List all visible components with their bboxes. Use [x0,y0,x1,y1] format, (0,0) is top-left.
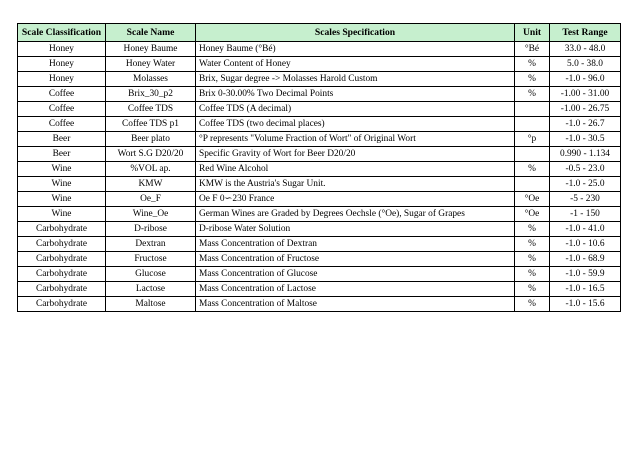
header-unit: Unit [515,24,550,42]
cell-range: -1.0 - 26.7 [550,117,621,132]
cell-unit: % [515,252,550,267]
scale-table [17,23,621,312]
cell-name: Wort S.G D20/20 [106,147,196,162]
table-row [18,87,621,102]
cell-unit: % [515,297,550,312]
cell-unit: % [515,222,550,237]
cell-range: -5 - 230 [550,192,621,207]
cell-unit: % [515,282,550,297]
table-row [18,177,621,192]
cell-name: %VOL ap. [106,162,196,177]
cell-classification: Carbohydrate [18,237,106,252]
table-row [18,162,621,177]
cell-name: Glucose [106,267,196,282]
cell-unit [515,147,550,162]
cell-specification: Mass Concentration of Maltose [196,297,515,312]
table-row [18,207,621,222]
header-classification: Scale Classification [18,24,106,42]
cell-name: KMW [106,177,196,192]
cell-specification: Mass Concentration of Lactose [196,282,515,297]
table-row [18,147,621,162]
cell-classification: Coffee [18,87,106,102]
cell-classification: Honey [18,72,106,87]
cell-classification: Wine [18,192,106,207]
cell-range: -1.0 - 30.5 [550,132,621,147]
cell-specification: Mass Concentration of Dextran [196,237,515,252]
cell-unit: % [515,57,550,72]
cell-name: Wine_Oe [106,207,196,222]
cell-unit [515,177,550,192]
cell-unit: °Oe [515,207,550,222]
cell-name: Dextran [106,237,196,252]
cell-specification: Honey Baume (°Bé) [196,42,515,57]
cell-range: -1.00 - 26.75 [550,102,621,117]
header-name: Scale Name [106,24,196,42]
cell-specification: Water Content of Honey [196,57,515,72]
cell-specification: Coffee TDS (two decimal places) [196,117,515,132]
cell-classification: Wine [18,207,106,222]
cell-name: Coffee TDS [106,102,196,117]
cell-unit: % [515,267,550,282]
table-row [18,282,621,297]
cell-unit: °Oe [515,192,550,207]
cell-specification: German Wines are Graded by Degrees Oechsle (°Oe), Sugar of Grapes [196,207,515,222]
cell-name: Brix_30_p2 [106,87,196,102]
cell-unit: % [515,72,550,87]
cell-range: -1.0 - 25.0 [550,177,621,192]
cell-name: Coffee TDS p1 [106,117,196,132]
table-row [18,192,621,207]
cell-range: -0.5 - 23.0 [550,162,621,177]
cell-unit [515,102,550,117]
cell-range: -1.0 - 16.5 [550,282,621,297]
table-row [18,267,621,282]
cell-classification: Carbohydrate [18,297,106,312]
cell-range: 5.0 - 38.0 [550,57,621,72]
cell-classification: Beer [18,147,106,162]
table-row [18,57,621,72]
cell-specification: Coffee TDS (A decimal) [196,102,515,117]
table-row [18,237,621,252]
cell-specification: KMW is the Austria's Sugar Unit. [196,177,515,192]
table-row [18,72,621,87]
cell-range: -1.00 - 31.00 [550,87,621,102]
cell-name: Honey Water [106,57,196,72]
table-row [18,42,621,57]
cell-name: Oe_F [106,192,196,207]
cell-classification: Wine [18,162,106,177]
cell-classification: Honey [18,42,106,57]
table-row [18,252,621,267]
cell-classification: Carbohydrate [18,252,106,267]
header-range: Test Range [550,24,621,42]
cell-range: -1 - 150 [550,207,621,222]
cell-classification: Honey [18,57,106,72]
cell-specification: Mass Concentration of Fructose [196,252,515,267]
table-row [18,102,621,117]
cell-range: -1.0 - 96.0 [550,72,621,87]
cell-range: -1.0 - 10.6 [550,237,621,252]
cell-range: -1.0 - 41.0 [550,222,621,237]
cell-range: 0.990 - 1.134 [550,147,621,162]
cell-name: Maltose [106,297,196,312]
header-specification: Scales Specification [196,24,515,42]
cell-range: -1.0 - 68.9 [550,252,621,267]
cell-specification: D-ribose Water Solution [196,222,515,237]
table-row [18,132,621,147]
cell-classification: Beer [18,132,106,147]
cell-name: Molasses [106,72,196,87]
cell-range: 33.0 - 48.0 [550,42,621,57]
cell-specification: Mass Concentration of Glucose [196,267,515,282]
header-row [18,24,621,42]
cell-classification: Carbohydrate [18,222,106,237]
cell-classification: Coffee [18,117,106,132]
cell-classification: Wine [18,177,106,192]
table-row [18,222,621,237]
cell-specification: Brix, Sugar degree -> Molasses Harold Custom [196,72,515,87]
cell-unit [515,117,550,132]
cell-specification: Brix 0-30.00% Two Decimal Points [196,87,515,102]
cell-name: Beer plato [106,132,196,147]
cell-range: -1.0 - 59.9 [550,267,621,282]
cell-specification: Oe F 0∽230 France [196,192,515,207]
cell-classification: Carbohydrate [18,282,106,297]
cell-unit: % [515,87,550,102]
cell-classification: Carbohydrate [18,267,106,282]
cell-name: D-ribose [106,222,196,237]
cell-name: Honey Baume [106,42,196,57]
cell-name: Fructose [106,252,196,267]
cell-name: Lactose [106,282,196,297]
cell-range: -1.0 - 15.6 [550,297,621,312]
cell-specification: °P represents "Volume Fraction of Wort" of Original Wort [196,132,515,147]
table-row [18,297,621,312]
cell-specification: Red Wine Alcohol [196,162,515,177]
cell-unit: °Bé [515,42,550,57]
cell-unit: % [515,162,550,177]
cell-specification: Specific Gravity of Wort for Beer D20/20 [196,147,515,162]
table-row [18,117,621,132]
cell-classification: Coffee [18,102,106,117]
cell-unit: °p [515,132,550,147]
cell-unit: % [515,237,550,252]
